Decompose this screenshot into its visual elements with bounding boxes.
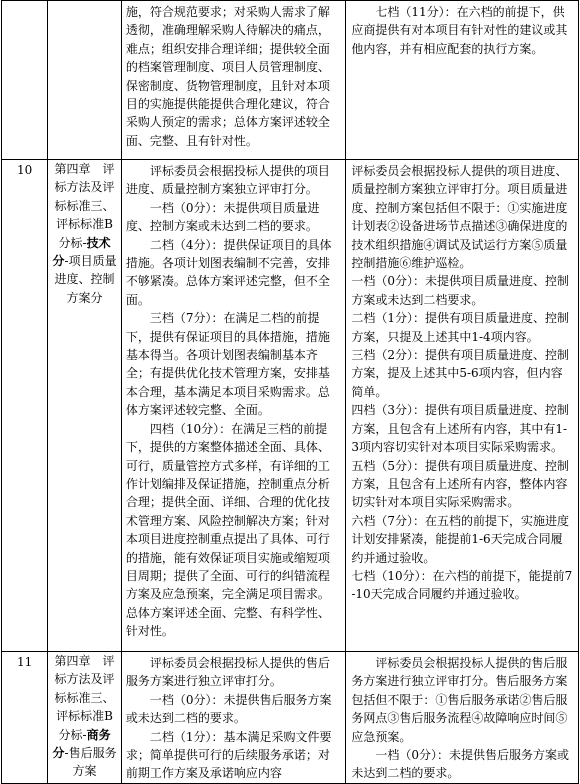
criteria-paragraph: 四档（3分）：提供有项目质量进度、控制方案，且包含有上述所有内容，其中有1-3项内容切实针对本项目实际采购需求。	[351, 403, 569, 455]
criteria-paragraph: 六档（7分）：在五档的前提下，实施进度计划安排紧凑，能提前1-6天完成合同履约并通过验收。	[351, 513, 569, 565]
criteria-paragraph: 四档（10分）：在满足三档的前提下，提供的方案整体描述全面、具体、可行，质量管控方式多样，有详细的工作计划编排及保证措施，控制重点分析合理；提供全面、详细、合理的优化技术管理方案、风险控制解决方案；针对本项目进度控制重点提出了具体、可行的措施，能有效保证项目实施或缩短项目周期；提供了全面、可行的纠错流程方案及应急预案，完全满足项目需求。总体方案评述全面、完整、有科学性、针对性。	[125, 421, 330, 639]
criteria-paragraph: 评标委员会根据投标人提供的售后服务方案进行独立评审打分。	[125, 656, 330, 689]
criteria-name-prefix: 第四章 评标方法及评标标准三、评标标准B分标-	[54, 162, 115, 250]
criteria-standard-cell	[121, 160, 346, 652]
criteria-name-category: 技术分	[52, 235, 111, 269]
criteria-name-cell	[48, 160, 122, 652]
criteria-paragraph: 五档（5分）：提供有项目质量进度、控制方案，且包含有上述所有内容，整体内容切实针对本项目实际采购需求。	[351, 458, 569, 510]
criteria-detail-cell	[346, 1, 579, 160]
table-row	[2, 652, 579, 784]
criteria-name-suffix: -售后服务方案	[64, 746, 117, 779]
criteria-paragraph: 二档（4分）：提供保证项目的具体措施。各项计划图表编制不完善，安排不够紧凑。总体方案评述完整，但不全面。	[125, 237, 332, 307]
criteria-paragraph: 二档（1分）：基本满足采购文件要求；简单提供可行的后续服务承诺；对前期工作方案及承诺响应内容	[125, 729, 332, 781]
criteria-standard-cell	[121, 652, 346, 784]
criteria-paragraph: 评标委员会根据投标人提供的项目进度、质量控制方案独立评审打分。项目质量进度、控制方案包括但不限于：①实施进度计划表②设备进场节点描述③确保进度的技术组织措施④调试及试运行方案⑤质量控制措施⑥维护巡检。	[351, 164, 568, 271]
criteria-paragraph: 一档（0分）：未提供项目质量进度、控制方案或未达到二档要求。	[351, 274, 569, 307]
criteria-name-suffix: -项目质量进度、控制方案分	[54, 254, 117, 305]
row-number-cell: 10	[2, 160, 48, 652]
criteria-name-prefix: 第四章 评标方法及评标标准三、评标标准B分标-	[54, 654, 115, 742]
table-row	[2, 1, 579, 160]
scoring-criteria-table	[1, 0, 579, 784]
criteria-paragraph: 三档（2分）：提供有项目质量进度、控制方案，提及上述其中5-6项内容，但内容简单。	[351, 348, 569, 399]
criteria-paragraph: 七档（10分）：在六档的前提下，能提前7-10天完成合同履约并通过验收。	[351, 568, 573, 602]
criteria-paragraph: 七档（11分）：在六档的前提下，供应商提供有对本项目有针对性的建议或其他内容，并有相应配套的执行方案。	[351, 5, 568, 56]
criteria-paragraph: 评标委员会根据投标人提供的项目进度、质量控制方案独立评审打分。	[125, 164, 330, 197]
criteria-paragraph: 一档（0分）：未提供售后服务方案或未达到二档的要求。	[125, 692, 332, 726]
row-number-cell: 11	[2, 652, 48, 784]
criteria-name-category: 商务分	[52, 727, 111, 761]
criteria-name-cell	[48, 652, 122, 784]
criteria-standard-cell	[121, 1, 346, 160]
criteria-paragraph: 二档（1分）：提供有项目质量进度、控制方案，只提及上述其中1-4项内容。	[351, 311, 569, 344]
criteria-paragraph: 一档（0分）：未提供售后服务方案或未达到二档的要求。	[351, 748, 569, 781]
criteria-paragraph: 施，符合规范要求；对采购人需求了解透彻，准确理解采购人待解决的痛点，难点；组织安排合理详细；提供较全面的档案管理制度、项目人员管理制度、保密制度、货物管理制度，且针对本项目的实施提供能提供合理化建议，符合采购人预定的需求；总体方案评述较全面、完整、且有针对性。	[125, 5, 330, 148]
criteria-detail-cell	[346, 652, 579, 784]
row-number-cell	[2, 1, 48, 160]
criteria-paragraph: 评标委员会根据投标人提供的售后服务方案进行独立评审打分。售后服务方案包括但不限于：①售后服务承诺②售后服务网点③售后服务流程④故障响应时间⑤应急预案。	[351, 656, 568, 744]
criteria-paragraph: 三档（7分）：在满足二档的前提下，提供有保证项目的具体措施，措施基本得当。各项计划图表编制基本齐全；有提供优化技术管理方案，安排基本合理，基本满足本项目采购需求。总体方案评述较完整、全面。	[125, 311, 330, 418]
criteria-detail-cell	[346, 160, 579, 652]
criteria-name-cell	[48, 1, 122, 160]
criteria-paragraph: 一档（0分）：未提供项目质量进度、控制方案或未达到二档的要求。	[125, 200, 320, 234]
table-row	[2, 160, 579, 652]
